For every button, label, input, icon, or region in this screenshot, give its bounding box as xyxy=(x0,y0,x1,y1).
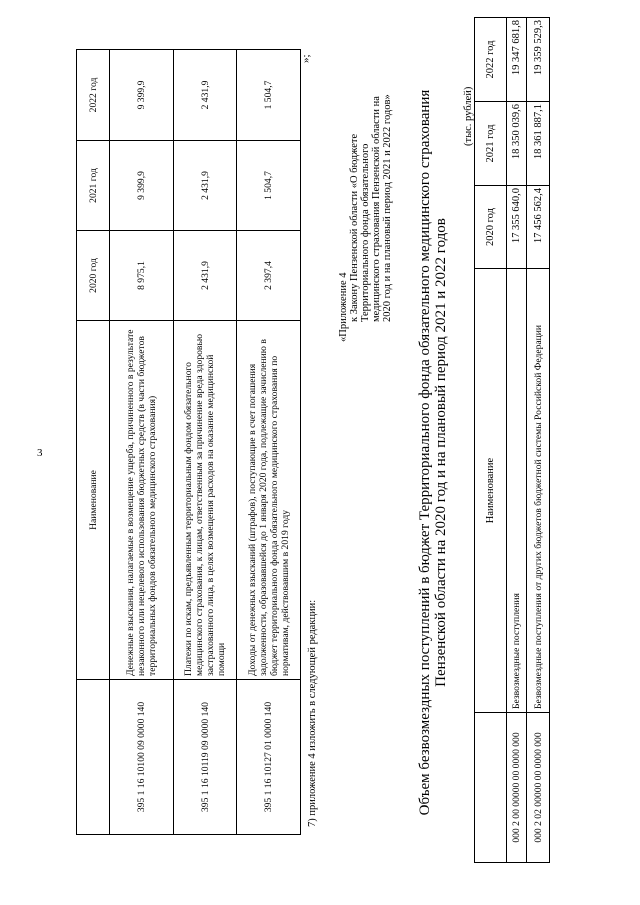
table-row xyxy=(110,50,174,835)
value-2020-cell: 17 456 562,4 xyxy=(527,186,550,269)
value-2021-cell: 18 350 039,6 xyxy=(507,102,527,186)
table-row xyxy=(507,18,527,863)
year-2022-column-header: 2022 год xyxy=(475,18,507,102)
units-note: (тыс. рублей) xyxy=(463,86,474,146)
revenue-name-cell: Платежи по искам, предъявленным территориальным фондом обязательного медицинского страхования, к лицам, ответственным за причинение вреда здоровью застрахованного лица, в целях возмещения расходов на оказание медицинской помощи xyxy=(174,321,237,680)
budget-code-cell: 000 2 00 00000 00 0000 000 xyxy=(507,713,527,863)
value-2020-cell: 2 397,4 xyxy=(237,231,301,321)
value-2021-cell: 2 431,9 xyxy=(174,141,237,231)
revenue-table xyxy=(76,49,301,835)
value-2021-cell: 9 399,9 xyxy=(110,141,174,231)
code-column-header xyxy=(475,713,507,863)
year-2022-column-header: 2022 год xyxy=(77,50,110,141)
value-2022-cell: 1 504,7 xyxy=(237,50,301,141)
appendix-line: Территориального фонда обязательного xyxy=(360,143,371,322)
appendix-title xyxy=(417,0,449,905)
year-2021-column-header: 2021 год xyxy=(475,102,507,186)
year-2020-column-header: 2020 год xyxy=(475,186,507,269)
page-number: 3 xyxy=(37,447,43,459)
appendix-line: 2020 год и на плановый период 2021 и 2022 годов» xyxy=(382,94,393,322)
value-2020-cell: 8 975,1 xyxy=(110,231,174,321)
value-2021-cell: 18 361 887,1 xyxy=(527,102,550,186)
year-2020-column-header: 2020 год xyxy=(77,231,110,321)
revenue-name-cell: Доходы от денежных взысканий (штрафов), поступающие в счет погашения задолженности, образовавшейся до 1 января 2020 года, подлежащие зачислению в бюджет территориального фонда обязательного медицинского страхования по нормативам, действовавшим в 2019 году xyxy=(237,321,301,680)
appendix-label: «Приложение 4 xyxy=(338,272,349,342)
receipt-name-cell: Безвозмездные поступления от других бюджетов бюджетной системы Российской Федерации xyxy=(527,269,550,713)
closing-quote-mark: »; xyxy=(300,54,312,63)
amendment-item-7: 7) приложение 4 изложить в следующей редакции: xyxy=(307,599,318,827)
value-2022-cell: 2 431,9 xyxy=(174,50,237,141)
appendix-header xyxy=(338,10,393,340)
value-2020-cell: 2 431,9 xyxy=(174,231,237,321)
value-2022-cell: 19 359 529,3 xyxy=(527,18,550,102)
name-column-header: Наименование xyxy=(475,269,507,713)
table-row xyxy=(237,50,301,835)
year-2021-column-header: 2021 год xyxy=(77,141,110,231)
budget-code-cell: 395 1 16 10100 09 0000 140 xyxy=(110,680,174,835)
value-2022-cell: 9 399,9 xyxy=(110,50,174,141)
value-2022-cell: 19 347 681,8 xyxy=(507,18,527,102)
title-line: Пензенской области на 2020 год и на плановый период 2021 и 2022 годов xyxy=(433,218,449,687)
name-column-header: Наименование xyxy=(77,321,110,680)
appendix-line: медицинского страхования Пензенской области на xyxy=(371,96,382,322)
title-line: Объем безвозмездных поступлений в бюджет Территориального фонда обязательного медицинского страхования xyxy=(417,89,433,816)
appendix-line: к Закону Пензенской области «О бюджете xyxy=(349,133,360,322)
budget-code-cell: 000 2 02 00000 00 0000 000 xyxy=(527,713,550,863)
budget-code-cell: 395 1 16 10127 01 0000 140 xyxy=(237,680,301,835)
table-header-row xyxy=(77,50,110,835)
table-row xyxy=(174,50,237,835)
value-2021-cell: 1 504,7 xyxy=(237,141,301,231)
budget-code-cell: 395 1 16 10119 09 0000 140 xyxy=(174,680,237,835)
value-2020-cell: 17 355 640,0 xyxy=(507,186,527,269)
free-receipts-table xyxy=(474,17,550,863)
revenue-name-cell: Денежные взыскания, налагаемые в возмещение ущерба, причиненного в результате незаконного или нецелевого использования бюджетных средств (в части бюджетов территориальных фондов обязательного медицинского страхования) xyxy=(110,321,174,680)
table-header-row xyxy=(475,18,507,863)
code-column-header xyxy=(77,680,110,835)
table-row xyxy=(527,18,550,863)
receipt-name-cell: Безвозмездные поступления xyxy=(507,269,527,713)
